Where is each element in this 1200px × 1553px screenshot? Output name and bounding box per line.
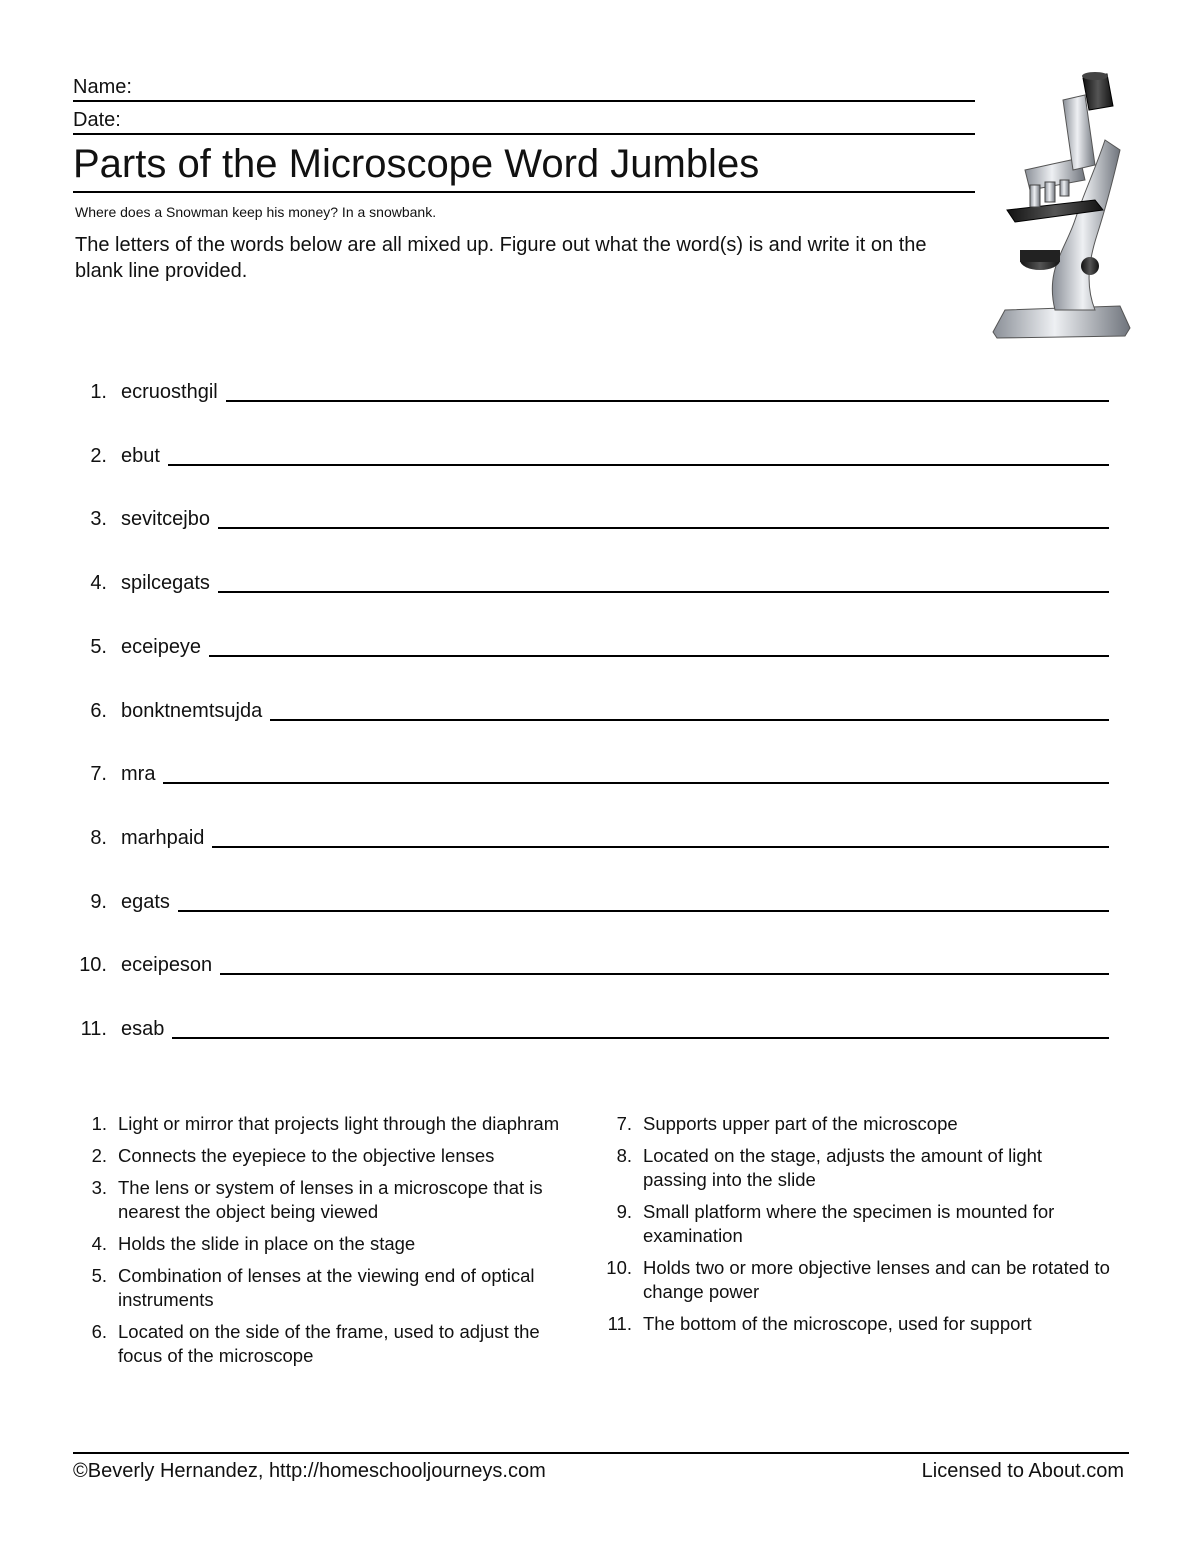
footer-divider — [73, 1452, 1129, 1454]
answer-blank[interactable] — [178, 910, 1109, 912]
answer-blank[interactable] — [218, 527, 1109, 529]
clue-item — [75, 1264, 565, 1312]
clue-number: 7. — [616, 1113, 632, 1134]
clue-text: Holds two or more objective lenses and can be rotated to change power — [643, 1257, 1110, 1302]
jumble-item — [75, 695, 1109, 723]
clue-text: Combination of lenses at the viewing end of optical instruments — [118, 1265, 535, 1310]
clue-text: Small platform where the specimen is mounted for examination — [643, 1201, 1055, 1246]
jumble-item — [75, 376, 1109, 404]
clue-text: The lens or system of lenses in a microscope that is nearest the object being viewed — [118, 1177, 543, 1222]
clue-text: Supports upper part of the microscope — [643, 1113, 958, 1134]
clue-item — [75, 1112, 565, 1136]
clue-number: 4. — [91, 1233, 107, 1254]
answer-blank[interactable] — [220, 973, 1109, 975]
clue-item — [600, 1312, 1110, 1336]
clue-text: The bottom of the microscope, used for support — [643, 1313, 1032, 1334]
jumble-number: 4. — [90, 572, 107, 595]
jumble-item — [75, 631, 1109, 659]
date-label: Date: — [73, 109, 121, 131]
clue-number: 10. — [606, 1257, 632, 1278]
jumble-number: 3. — [90, 508, 107, 531]
clue-number: 3. — [91, 1177, 107, 1198]
name-label: Name: — [73, 76, 132, 98]
date-field[interactable] — [73, 109, 975, 135]
clue-item — [600, 1200, 1110, 1248]
jumble-number: 6. — [90, 699, 107, 722]
clue-number: 11. — [607, 1313, 632, 1334]
jumble-item — [75, 822, 1109, 850]
jumble-item — [75, 949, 1109, 977]
jumble-number: 5. — [90, 635, 107, 658]
jumble-item — [75, 440, 1109, 468]
clue-text: Located on the stage, adjusts the amount of light passing into the slide — [643, 1145, 1043, 1190]
jumble-number: 7. — [90, 763, 107, 786]
clue-item — [600, 1256, 1110, 1304]
footer-license: Licensed to About.com — [921, 1460, 1124, 1482]
jumble-word: ebut — [121, 444, 160, 467]
jumble-word: bonktnemtsujda — [121, 699, 263, 722]
jumble-word: eceipeson — [121, 954, 213, 977]
jumble-number: 10. — [79, 954, 107, 977]
footer-copyright: ©Beverly Hernandez, http://homeschooljourneys.com — [73, 1460, 546, 1482]
answer-blank[interactable] — [212, 846, 1109, 848]
clue-text: Holds the slide in place on the stage — [118, 1233, 416, 1254]
clue-number: 5. — [91, 1265, 107, 1286]
jumble-word: eceipeye — [121, 635, 202, 658]
jumble-number: 2. — [90, 444, 107, 467]
clue-number: 9. — [616, 1201, 632, 1222]
answer-blank[interactable] — [209, 655, 1109, 657]
clue-number: 1. — [91, 1113, 107, 1134]
answer-blank[interactable] — [172, 1037, 1109, 1039]
clue-list-right — [600, 1112, 1110, 1344]
jumble-word: marhpaid — [121, 826, 205, 849]
answer-blank[interactable] — [270, 719, 1109, 721]
instructions-text: The letters of the words below are all mixed up. Figure out what the word(s) is and write it on the blank line provided. — [75, 234, 927, 282]
jumble-number: 8. — [90, 826, 107, 849]
clue-list-left — [75, 1112, 565, 1376]
jumble-word: mra — [121, 763, 156, 786]
clue-item — [75, 1232, 565, 1256]
clue-item — [600, 1112, 1110, 1136]
page-title: Parts of the Microscope Word Jumbles — [73, 141, 975, 193]
answer-blank[interactable] — [226, 400, 1109, 402]
jumble-item — [75, 886, 1109, 914]
jumble-word: ecruosthgil — [121, 381, 218, 403]
jumble-word: sevitcejbo — [121, 508, 210, 531]
jumble-item — [75, 1013, 1109, 1041]
clue-item — [600, 1144, 1110, 1192]
jumble-word: spilcegats — [121, 572, 210, 595]
clue-item — [75, 1144, 565, 1168]
jumble-number: 1. — [90, 381, 107, 403]
clue-number: 6. — [91, 1321, 107, 1342]
clue-text: Connects the eyepiece to the objective lenses — [118, 1145, 495, 1166]
name-field[interactable] — [73, 76, 975, 102]
jumble-item — [75, 758, 1109, 786]
jumble-word: esab — [121, 1018, 165, 1040]
clue-item — [75, 1176, 565, 1224]
clue-number: 8. — [616, 1145, 632, 1166]
jumble-number: 11. — [80, 1018, 107, 1040]
clue-text: Located on the side of the frame, used to adjust the focus of the microscope — [118, 1321, 540, 1366]
riddle-text: Where does a Snowman keep his money? In a snowbank. — [75, 204, 437, 220]
jumble-item — [75, 567, 1109, 595]
answer-blank[interactable] — [163, 782, 1109, 784]
clue-text: Light or mirror that projects light through the diaphram — [118, 1113, 560, 1134]
jumble-word: egats — [121, 890, 170, 913]
clue-number: 2. — [91, 1145, 107, 1166]
microscope-icon — [985, 70, 1135, 342]
jumble-item — [75, 503, 1109, 531]
answer-blank[interactable] — [218, 591, 1109, 593]
clue-item — [75, 1320, 565, 1368]
jumble-number: 9. — [90, 890, 107, 913]
answer-blank[interactable] — [168, 464, 1109, 466]
